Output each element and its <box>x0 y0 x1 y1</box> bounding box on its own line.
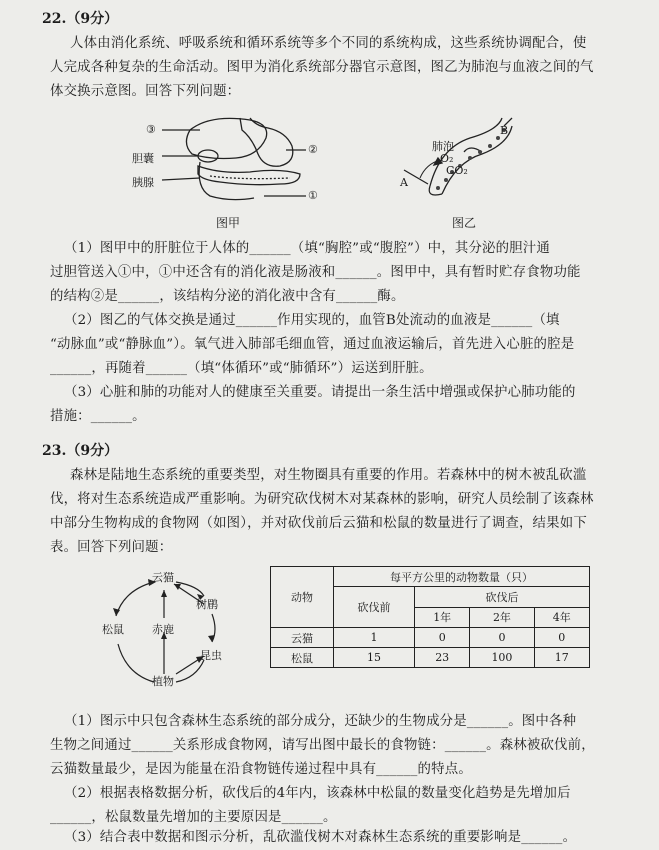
figure-a-digestive-diagram <box>140 108 330 208</box>
q23-q1-line-2: 生物之间通过______关系形成食物网，请写出图中最长的食物链：______。森林被砍伐前， <box>50 738 595 753</box>
q22-q3-line-2: 措施：______。 <box>50 409 146 424</box>
table-cell-y2: 0 <box>470 628 534 648</box>
q22-q2-line-2: “动脉血”或“静脉血”）。氧气进入肺部毛细血管，通过血液运输后，首先进入心脏的腔是 <box>50 337 575 352</box>
q22-intro-line-1: 人体由消化系统、呼吸系统和循环系统等多个不同的系统构成，这些系统协调配合，使 <box>70 36 587 51</box>
q22-title: 22.（9分） <box>42 11 119 27</box>
q23-intro-line-4: 表。回答下列问题： <box>50 540 173 555</box>
fig-b-label-o2: O₂ <box>440 152 454 165</box>
q22-q3-line-1: （3）心脏和肺的功能对人的健康至关重要。请提出一条生活中增强或保护心肺功能的 <box>64 385 576 400</box>
q22-intro-line-3: 体交换示意图。回答下列问题： <box>50 84 241 99</box>
table-cell-y4: 0 <box>534 628 589 648</box>
table-cell-name: 松鼠 <box>271 648 334 668</box>
fig-a-label-2: ② <box>308 143 318 156</box>
animal-count-table <box>270 566 590 668</box>
table-cell-y4: 17 <box>534 648 589 668</box>
fig-b-label-co2: CO₂ <box>446 164 468 177</box>
foodweb-kunchong: 昆虫 <box>200 649 222 662</box>
table-row <box>271 648 590 668</box>
q23-q2-line-2: ______，松鼠数量先增加的主要原因是______。 <box>50 810 337 825</box>
fig-a-label-1: ① <box>308 189 318 202</box>
foodweb-chilu: 赤鹿 <box>152 623 174 636</box>
q23-intro-line-2: 伐，将对生态系统造成严重影响。为研究砍伐树木对某森林的影响，研究人员绘制了该森林 <box>50 492 594 507</box>
q22-q1-line-3: 的结构②是______，该结构分泌的消化液中含有______酶。 <box>50 289 405 304</box>
table-header-year-4: 4年 <box>534 607 589 628</box>
fig-b-label-alveolus: 肺泡 <box>432 140 454 153</box>
table-header-animal: 动物 <box>271 567 334 628</box>
foodweb-yunmao: 云猫 <box>152 571 174 584</box>
q23-intro-line-3: 中部分生物构成的食物网（如图），并对砍伐前后云猫和松鼠的数量进行了调查，结果如下 <box>50 516 587 531</box>
table-row <box>271 628 590 648</box>
table-cell-y2: 100 <box>470 648 534 668</box>
foodweb-shumei: 树鹛 <box>196 598 218 611</box>
q23-q1-line-3: 云猫数量最少，是因为能量在沿食物链传递过程中具有______的特点。 <box>50 762 472 777</box>
q23-q3-line-1: （3）结合表中数据和图示分析，乱砍滥伐树木对森林生态系统的重要影响是______。 <box>64 830 577 845</box>
table-cell-before: 15 <box>334 648 415 668</box>
fig-b-label-a: A <box>400 176 408 189</box>
fig-b-label-b: B <box>500 124 509 137</box>
table-header-year-2: 2年 <box>470 607 534 628</box>
q22-q2-line-3: ______，再随着______（填“体循环”或“肺循环”）运送到肝脏。 <box>50 361 433 376</box>
table-cell-y1: 0 <box>415 628 470 648</box>
figure-b-alveolus-diagram <box>390 108 530 208</box>
q23-q2-line-1: （2）根据表格数据分析，砍伐后的4年内，该森林中松鼠的数量变化趋势是先增加后 <box>64 786 571 801</box>
q23-title: 23.（9分） <box>42 443 119 459</box>
q23-q1-line-1: （1）图示中只包含森林生态系统的部分成分，还缺少的生物成分是______。图中各种 <box>64 714 577 729</box>
fig-a-label-3: ③ <box>146 123 156 136</box>
q23-intro-line-1: 森林是陆地生态系统的重要类型，对生物圈具有重要的作用。若森林中的树木被乱砍滥 <box>70 468 587 483</box>
q22-q1-line-2: 过胆管送入①中，①中还含有的消化液是肠液和______。图甲中，具有暂时贮存食物功能 <box>50 265 581 280</box>
foodweb-zhiwu: 植物 <box>152 675 174 688</box>
table-header-after: 砍伐后 <box>415 587 590 608</box>
q22-q1-line-1: （1）图甲中的肝脏位于人体的______（填“胸腔”或“腹腔”）中，其分泌的胆汁通 <box>64 241 550 256</box>
fig-a-label-pancreas: 胰腺 <box>132 176 154 189</box>
table-header-year-1: 1年 <box>415 607 470 628</box>
q22-intro-line-2: 人完成各种复杂的生命活动。图甲为消化系统部分器官示意图，图乙为肺泡与血液之间的气 <box>50 60 594 75</box>
fig-a-label-gallbladder: 胆囊 <box>132 152 154 165</box>
foodweb-songshu: 松鼠 <box>102 623 124 636</box>
table-cell-y1: 23 <box>415 648 470 668</box>
table-cell-name: 云猫 <box>271 628 334 648</box>
fig-b-caption: 图乙 <box>452 216 477 230</box>
table-cell-before: 1 <box>334 628 415 648</box>
table-header-before: 砍伐前 <box>334 587 415 628</box>
fig-a-caption: 图甲 <box>216 216 241 230</box>
q22-q2-line-1: （2）图乙的气体交换是通过______作用实现的，血管B处流动的血液是______（填 <box>64 313 560 328</box>
table-header-main: 每平方公里的动物数量（只） <box>334 567 590 587</box>
